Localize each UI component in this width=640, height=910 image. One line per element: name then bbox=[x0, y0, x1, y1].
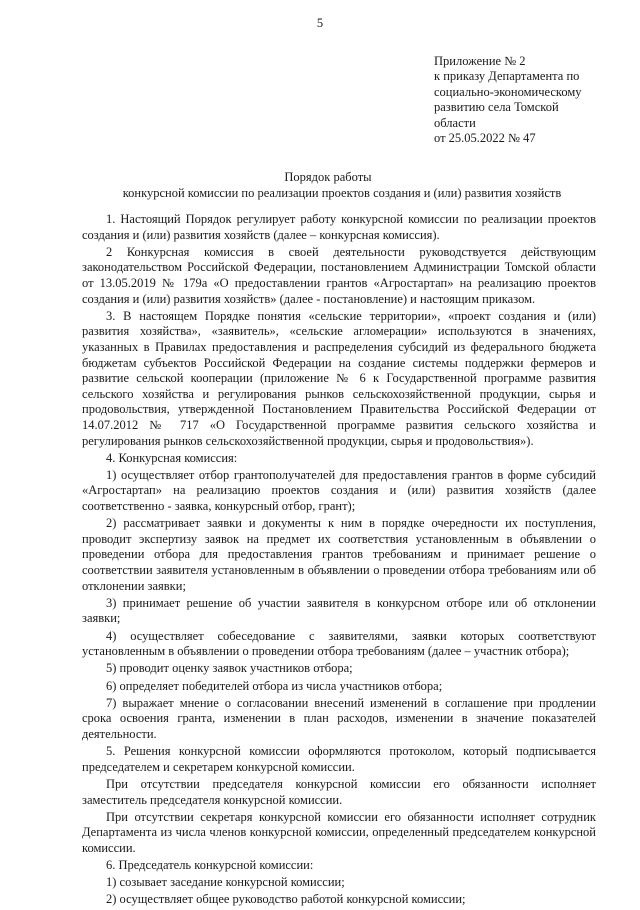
paragraph: 6. Председатель конкурсной комиссии: bbox=[106, 858, 314, 873]
paragraph: 5. Решения конкурсной комиссии оформляются протоколом, который подписывается председателем и секретарем конкурсной комиссии. bbox=[82, 744, 596, 774]
appendix-block bbox=[434, 54, 604, 146]
paragraph: 4) осуществляет собеседование с заявителями, заявки которых соответствуют установленным в объявлении о проведении отбора требованиям (далее – участник отбора); bbox=[82, 628, 596, 659]
page-number: 5 bbox=[316, 16, 324, 30]
paragraph: 4. Конкурсная комиссия: bbox=[106, 450, 238, 465]
paragraph: 2 Конкурсная комиссия в своей деятельности руководствуется действующим законодательством Российской Федерации, постановлением Администрации Томской области от 13.05.2019 № 179а «О предоставлении грантов «Агростартап» на реализацию проектов создания и (или) развития хозяйств» (далее - постановление) и настоящим приказом. bbox=[82, 244, 596, 306]
paragraph: 7) выражает мнение о согласовании внесений изменений в соглашение при продлении срока освоения гранта, изменении в план расходов, изменении в значение показателей деятельности. bbox=[82, 695, 596, 741]
document-title: Порядок работы bbox=[284, 170, 372, 184]
appendix-line: социально-экономическому bbox=[434, 84, 582, 99]
appendix-line: от 25.05.2022 № 47 bbox=[434, 131, 536, 146]
document-subtitle: конкурсной комиссии по реализации проектов создания и (или) развития хозяйств bbox=[122, 186, 562, 200]
paragraph: 1) осуществляет отбор грантополучателей для предоставления грантов в форме субсидий «Агростартап» на реализацию проектов создания и (или) развития хозяйств (далее соответственно - заявка, конкурсный отбор, грант); bbox=[82, 467, 596, 514]
paragraph: 2) рассматривает заявки и документы к ним в порядке очередности их поступления, проводит экспертизу заявок на предмет их соответствия установленным в объявлении о проведении отбора для предоставления грантов требованиям и принимает решение о соответствии заявителя установленным в объявлении о проведении отбора требованиям или об отклонении заявки; bbox=[82, 516, 596, 593]
paragraph: 2) осуществляет общее руководство работой конкурсной комиссии; bbox=[106, 892, 466, 907]
paragraph: 5) проводит оценку заявок участников отбора; bbox=[106, 661, 353, 676]
paragraph: 3. В настоящем Порядке понятия «сельские территории», «проект создания и (или) развития хозяйства», «заявитель», «сельские агломерации» используются в значениях, указанных в Правилах предоставления и распределения субсидий из федерального бюджета бюджетам субъектов Российской Федерации на создание системы поддержки фермеров и развитие сельской кооперации (приложение № 6 к Государственной программе развития сельского хозяйства и регулирования рынков сельскохозяйственной продукции, сырья и продовольствия, утвержденной Постановлением Правительства Российской Федерации от 14.07.2012 № 717 «О Государственной программе развития сельского хозяйства и регулирования рынков сельскохозяйственной продукции, сырья и продовольствия»). bbox=[82, 308, 596, 448]
appendix-line: развитию села Томской bbox=[434, 100, 559, 115]
paragraph: 1) созывает заседание конкурсной комиссии; bbox=[106, 875, 345, 890]
paragraph: 1. Настоящий Порядок регулирует работу конкурсной комиссии по реализации проектов создания и (или) развития хозяйств (далее – конкурсная комиссия). bbox=[82, 212, 596, 242]
paragraph: При отсутствии председателя конкурсной комиссии его обязанности исполняет заместитель председателя конкурсной комиссии. bbox=[82, 776, 596, 807]
paragraph: При отсутствии секретаря конкурсной комиссии его обязанности исполняет сотрудник Департамента из числа членов конкурсной комиссии, определенный председателем конкурсной комиссии. bbox=[82, 809, 596, 855]
appendix-line: к приказу Департамента по bbox=[434, 69, 580, 84]
appendix-line: области bbox=[434, 115, 476, 130]
paragraph: 6) определяет победителей отбора из числа участников отбора; bbox=[106, 678, 443, 693]
paragraph: 3) принимает решение об участии заявителя в конкурсном отборе или об отклонении заявки; bbox=[82, 595, 596, 626]
document-body bbox=[82, 212, 596, 910]
appendix-line: Приложение № 2 bbox=[434, 54, 526, 68]
